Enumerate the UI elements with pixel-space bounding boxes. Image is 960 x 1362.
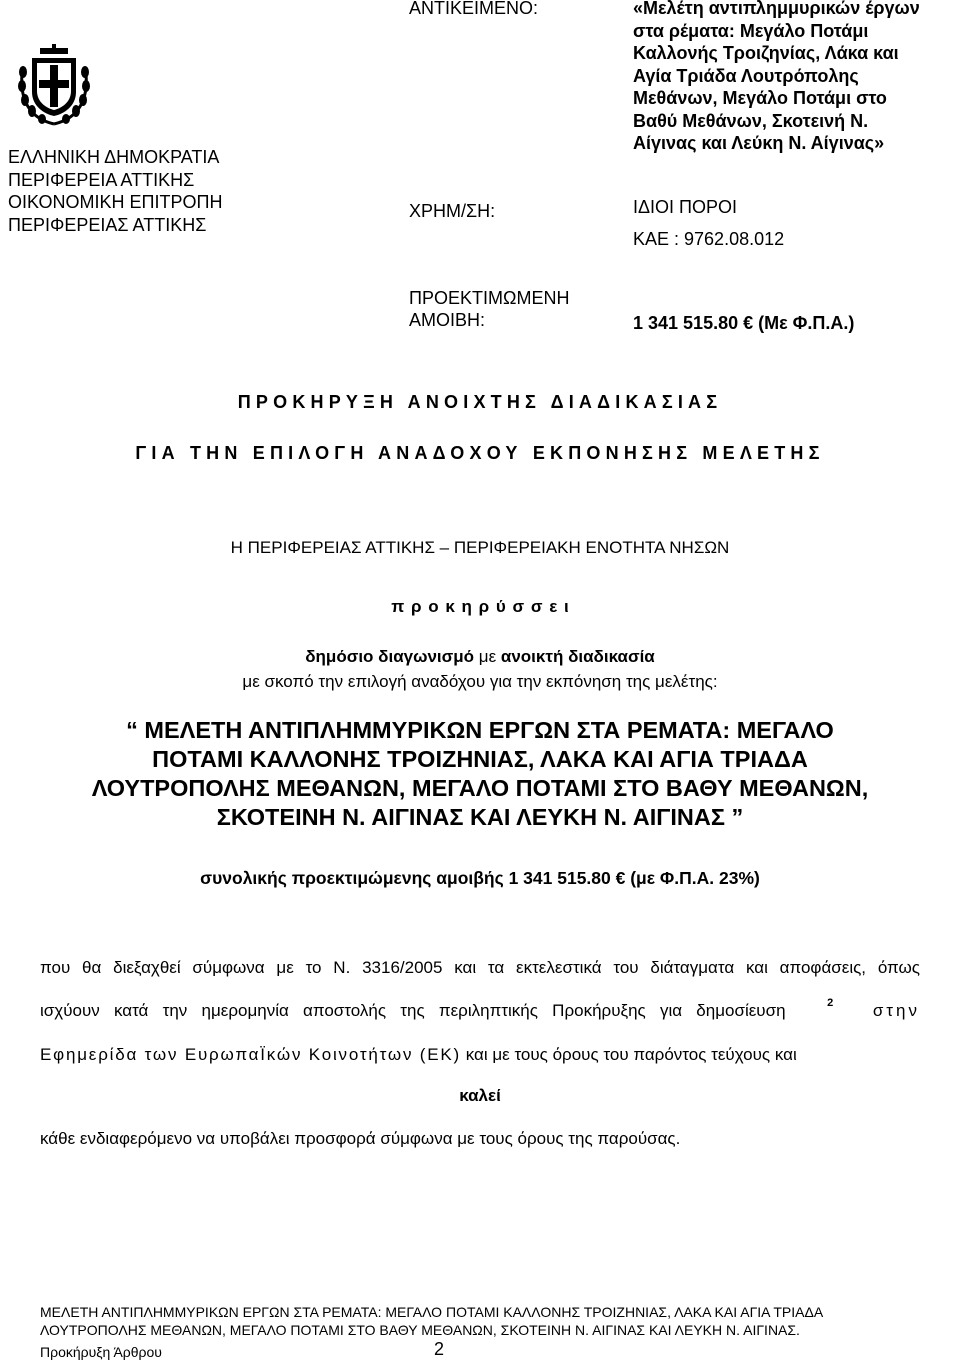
fee-label-line: ΠΡΟΕΚΤΙΜΩΜΕΝΗ [409, 288, 570, 308]
issuer-line: ΠΕΡΙΦΕΡΕΙΑ ΑΤΤΙΚΗΣ [8, 169, 195, 190]
journal-name: Εφημερίδα των ΕυρωπαΪκών Κοινοτήτων (ΕΚ) [40, 1045, 462, 1064]
footer-doc-name: Προκήρυξη Άρθρου [40, 1344, 162, 1360]
object-line: στα ρέματα: Μεγάλο Ποτάμι [633, 20, 869, 41]
issuer-block [8, 146, 222, 236]
issuer-line: ΕΛΛΗΝΙΚΗ ΔΗΜΟΚΡΑΤΙΑ [8, 147, 220, 167]
object-line: «Μελέτη αντιπλημμυρικών έργων [633, 0, 920, 18]
project-title [20, 716, 940, 832]
footer-line-1: ΜΕΛΕΤΗ ΑΝΤΙΠΛΗΜΜΥΡΙΚΩΝ ΕΡΓΩΝ ΣΤΑ ΡΕΜΑΤΑ: ΜΕΓΑΛΟ ΠΟΤΑΜΙ ΚΑΛΛΟΝΗΣ ΤΡΟΙΖΗΝΙΑΣ, ΛΑΚΑ ΚΑΙ ΑΓΙΑ ΤΡΙΑΔΑ [40, 1304, 824, 1320]
greek-emblem-icon [14, 44, 94, 128]
object-value [633, 0, 920, 155]
issuer-line: ΟΙΚΟΝΟΜΙΚΗ ΕΠΙΤΡΟΠΗ [8, 192, 223, 212]
law-line-2-text: ισχύουν κατά την ημερομηνία αποστολής της περιληπτικής Προκήρυξης για δημοσίευση [40, 1001, 786, 1020]
footnote-marker: 2 [827, 997, 834, 1009]
total-fee: συνολικής προεκτιμώμενης αμοιβής 1 341 515.80 € (με Φ.Π.Α. 23%) [200, 868, 760, 888]
object-line: Μεθάνων, Μεγάλο Ποτάμι στο [633, 88, 887, 108]
project-title-line: “ ΜΕΛΕΤΗ ΑΝΤΙΠΛΗΜΜΥΡΙΚΩΝ ΕΡΓΩΝ ΣΤΑ ΡΕΜΑΤΑ: ΜΕΓΑΛΟ [126, 717, 834, 743]
announces: π ρ ο κ η ρ ύ σ σ ε ι [391, 597, 569, 616]
tender-line [0, 647, 960, 667]
calls: καλεί [459, 1086, 501, 1105]
project-title-line: ΣΚΟΤΕΙΝΗ Ν. ΑΙΓΙΝΑΣ ΚΑΙ ΛΕΥΚΗ Ν. ΑΙΓΙΝΑΣ ” [216, 804, 744, 830]
fee-label [409, 287, 569, 331]
object-line: Καλλονής Τροιζηνίας, Λάκα και [633, 43, 899, 63]
issuer-line: ΠΕΡΙΦΕΡΕΙΑΣ ΑΤΤΙΚΗΣ [8, 214, 207, 235]
law-line-2 [40, 997, 920, 1022]
tender-connector: με [474, 647, 501, 666]
object-line: Βαθύ Μεθάνων, Σκοτεινή Ν. [633, 110, 869, 131]
law-line-3 [40, 1044, 920, 1066]
kae-value: ΚΑΕ : 9762.08.012 [633, 229, 785, 249]
tender-type: δημόσιο διαγωνισμό [305, 647, 475, 666]
object-line: Αγία Τριάδα Λουτρόπολης [633, 65, 859, 86]
law-line-1: που θα διεξαχθεί σύμφωνα με το Ν. 3316/2005 και τα εκτελεστικά του διάταγματα και αποφάσεις, όπως [40, 958, 920, 977]
main-title: ΠΡΟΚΗΡΥΞΗ ΑΝΟΙΧΤΗΣ ΔΙΑΔΙΚΑΣΙΑΣ [237, 392, 723, 412]
law-line-3-rest: και με τους όρους του παρόντος τεύχους και [461, 1045, 797, 1064]
tender-procedure: ανοικτή διαδικασία [500, 647, 655, 666]
project-title-line: ΠΟΤΑΜΙ ΚΑΛΛΟΝΗΣ ΤΡΟΙΖΗΝΙΑΣ, ΛΑΚΑ ΚΑΙ ΑΓΙΑ ΤΡΙΑΔΑ [152, 746, 808, 772]
fee-value: 1 341 515.80 € (Με Φ.Π.Α.) [633, 313, 855, 333]
invite: κάθε ενδιαφερόμενο να υποβάλει προσφορά σύμφωνα με τους όρους της παρούσας. [40, 1129, 681, 1148]
object-label: ΑΝΤΙΚΕΙΜΕΝΟ: [409, 0, 539, 18]
project-title-line: ΛΟΥΤΡΟΠΟΛΗΣ ΜΕΘΑΝΩΝ, ΜΕΓΑΛΟ ΠΟΤΑΜΙ ΣΤΟ ΒΑΘΥ ΜΕΘΑΝΩΝ, [91, 775, 869, 801]
purpose: με σκοπό την επιλογή αναδόχου για την εκπόνηση της μελέτης: [242, 672, 718, 691]
footer-line-2: ΛΟΥΤΡΟΠΟΛΗΣ ΜΕΘΑΝΩΝ, ΜΕΓΑΛΟ ΠΟΤΑΜΙ ΣΤΟ ΒΑΘΥ ΜΕΘΑΝΩΝ, ΣΚΟΤΕΙΝΗ Ν. ΑΙΓΙΝΑΣ ΚΑΙ ΛΕΥΚΗ Ν. ΑΙΓΙΝΑΣ. [40, 1322, 800, 1338]
object-line: Αίγινας και Λεύκη Ν. Αίγινας» [633, 133, 885, 153]
fee-label-line: ΑΜΟΙΒΗ: [409, 310, 486, 330]
authority: Η ΠΕΡΙΦΕΡΕΙΑΣ ΑΤΤΙΚΗΣ – ΠΕΡΙΦΕΡΕΙΑΚΗ ΕΝΟΤΗΤΑ ΝΗΣΩΝ [230, 538, 730, 557]
sub-title: ΓΙΑ ΤΗΝ ΕΠΙΛΟΓΗ ΑΝΑΔΟΧΟΥ ΕΚΠΟΝΗΣΗΣ ΜΕΛΕΤΗΣ [135, 443, 825, 463]
law-line-2-tail: στην [872, 1001, 920, 1020]
funding-label: ΧΡΗΜ/ΣΗ: [409, 201, 496, 221]
funding-value: ΙΔΙΟΙ ΠΟΡΟΙ [633, 197, 738, 217]
page-number: 2 [434, 1339, 445, 1359]
